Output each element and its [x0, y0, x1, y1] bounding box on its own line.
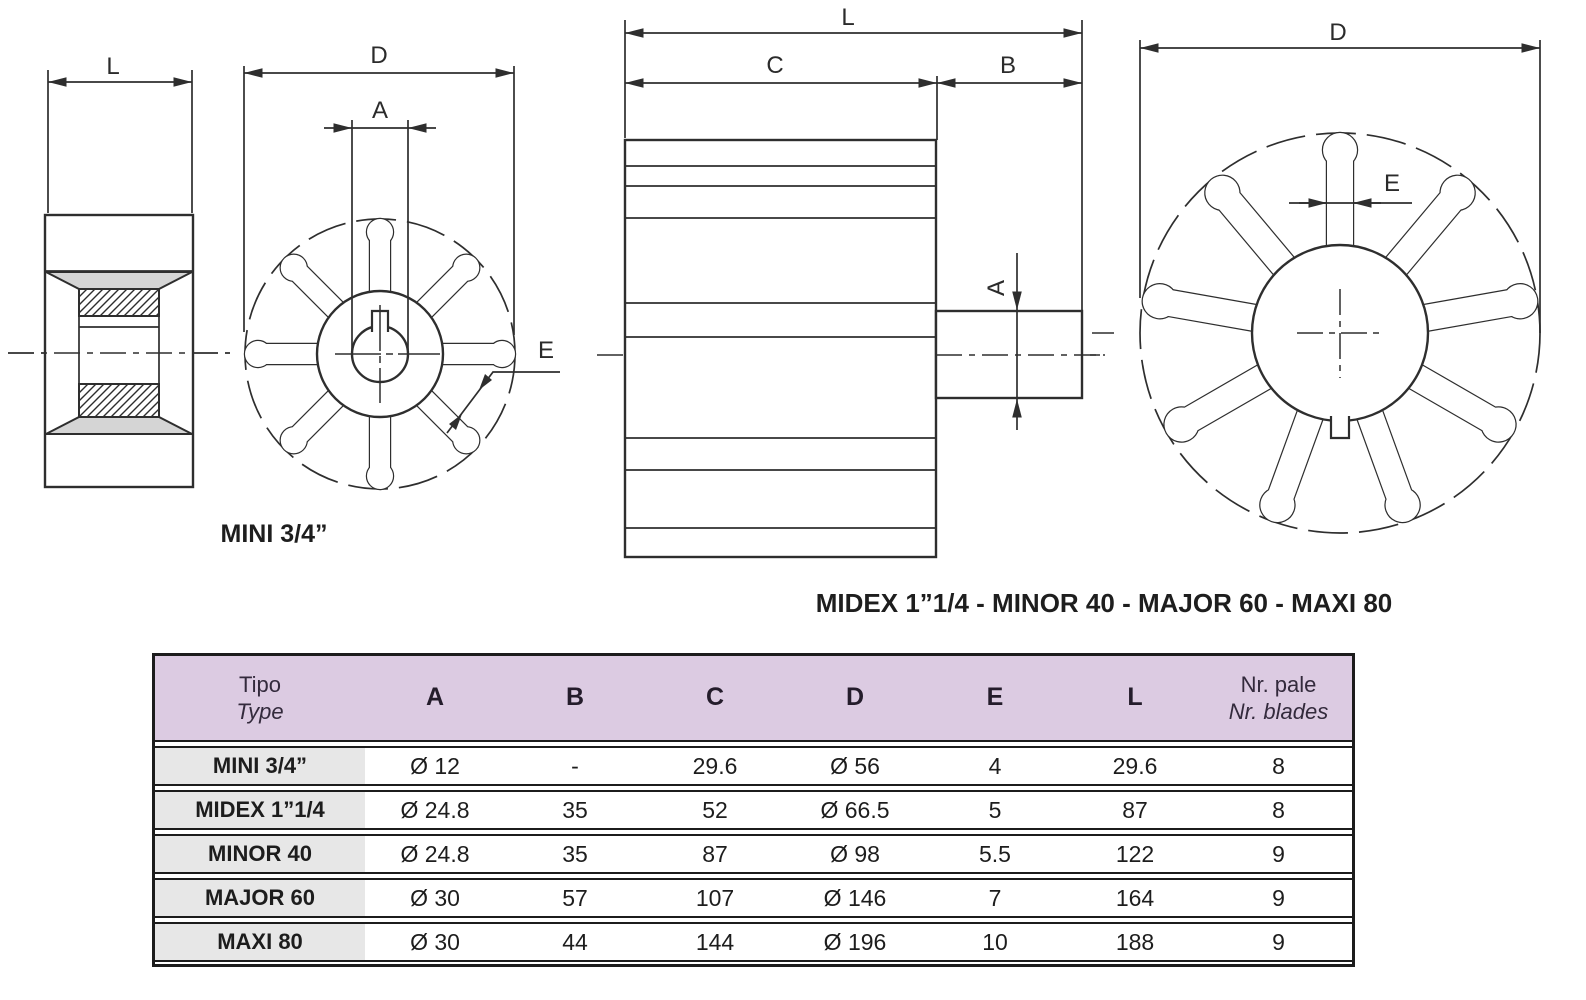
header-col-D: D: [845, 683, 865, 712]
header-col-C: C: [705, 683, 725, 712]
cell-A: Ø 12: [410, 752, 460, 779]
dim-label-B: B: [999, 52, 1017, 79]
cell-L: 122: [1115, 840, 1155, 867]
cell-D: Ø 56: [830, 752, 880, 779]
table-row-major: [155, 878, 1352, 918]
model-label-mini: MINI 3/4”: [220, 520, 328, 548]
row-label: MINOR 40: [155, 836, 365, 872]
cell-blades: 9: [1272, 840, 1285, 867]
view-front-large: [1092, 19, 1540, 533]
cell-L: 29.6: [1112, 752, 1158, 779]
header-blades-it: Nr. pale: [1240, 671, 1317, 697]
cell-E: 5: [988, 796, 1002, 823]
cell-blades: 9: [1272, 884, 1285, 911]
header-col-A: A: [425, 683, 445, 712]
dim-label-A: A: [983, 279, 1010, 297]
cell-L: 164: [1115, 884, 1155, 911]
cell-blades: 9: [1272, 928, 1285, 955]
dim-label-E: E: [537, 337, 555, 364]
spec-table: [152, 653, 1355, 967]
header-col-L: L: [1127, 683, 1143, 712]
table-row-maxi: [155, 922, 1352, 962]
header-type-it: Tipo: [239, 671, 281, 697]
dim-label-D: D: [370, 42, 388, 69]
cell-B: 35: [562, 796, 588, 823]
dim-label-L: L: [841, 4, 855, 31]
cell-blades: 8: [1272, 752, 1285, 779]
cell-D: Ø 98: [830, 840, 880, 867]
row-label: MAXI 80: [155, 924, 365, 960]
header-blades-en: Nr. blades: [1228, 699, 1329, 724]
cell-E: 10: [982, 928, 1008, 955]
header-type-en: Type: [236, 699, 284, 724]
header-col-E: E: [986, 683, 1004, 712]
view-front-small: [244, 42, 560, 489]
cell-E: 5.5: [979, 840, 1011, 867]
row-label: MIDEX 1”1/4: [155, 792, 365, 828]
table-header-row: [155, 656, 1352, 742]
view-side-large: [597, 4, 1105, 557]
cell-B: 35: [562, 840, 588, 867]
cell-C: 107: [695, 884, 735, 911]
header-blades: [1205, 671, 1352, 726]
dim-label-L: L: [106, 53, 120, 80]
models-caption: MIDEX 1”1/4 - MINOR 40 - MAJOR 60 - MAXI 80: [815, 588, 1393, 618]
cell-C: 52: [702, 796, 728, 823]
cell-A: Ø 30: [410, 928, 460, 955]
cell-D: Ø 146: [823, 884, 887, 911]
view-side-small: [8, 53, 230, 487]
dim-label-D: D: [1329, 19, 1347, 46]
cell-C: 87: [702, 840, 728, 867]
cell-B: -: [571, 752, 579, 779]
table-row-minor: [155, 834, 1352, 874]
cell-C: 29.6: [692, 752, 738, 779]
cell-A: Ø 30: [410, 884, 460, 911]
cell-B: 57: [562, 884, 588, 911]
cell-D: Ø 66.5: [820, 796, 890, 823]
table-row-midex: [155, 790, 1352, 830]
header-col-B: B: [565, 683, 585, 712]
row-label: MAJOR 60: [155, 880, 365, 916]
cell-blades: 8: [1272, 796, 1285, 823]
cell-D: Ø 196: [823, 928, 887, 955]
cell-A: Ø 24.8: [400, 796, 470, 823]
dim-label-A: A: [371, 97, 389, 124]
row-label: MINI 3/4”: [155, 748, 365, 784]
table-row-mini: [155, 746, 1352, 786]
cell-L: 87: [1122, 796, 1148, 823]
cell-L: 188: [1115, 928, 1155, 955]
dim-label-C: C: [766, 52, 784, 79]
cell-A: Ø 24.8: [400, 840, 470, 867]
dim-label-E: E: [1383, 170, 1401, 197]
cell-B: 44: [562, 928, 588, 955]
header-type: [155, 671, 365, 726]
cell-C: 144: [695, 928, 735, 955]
cell-E: 7: [988, 884, 1002, 911]
cell-E: 4: [988, 752, 1002, 779]
